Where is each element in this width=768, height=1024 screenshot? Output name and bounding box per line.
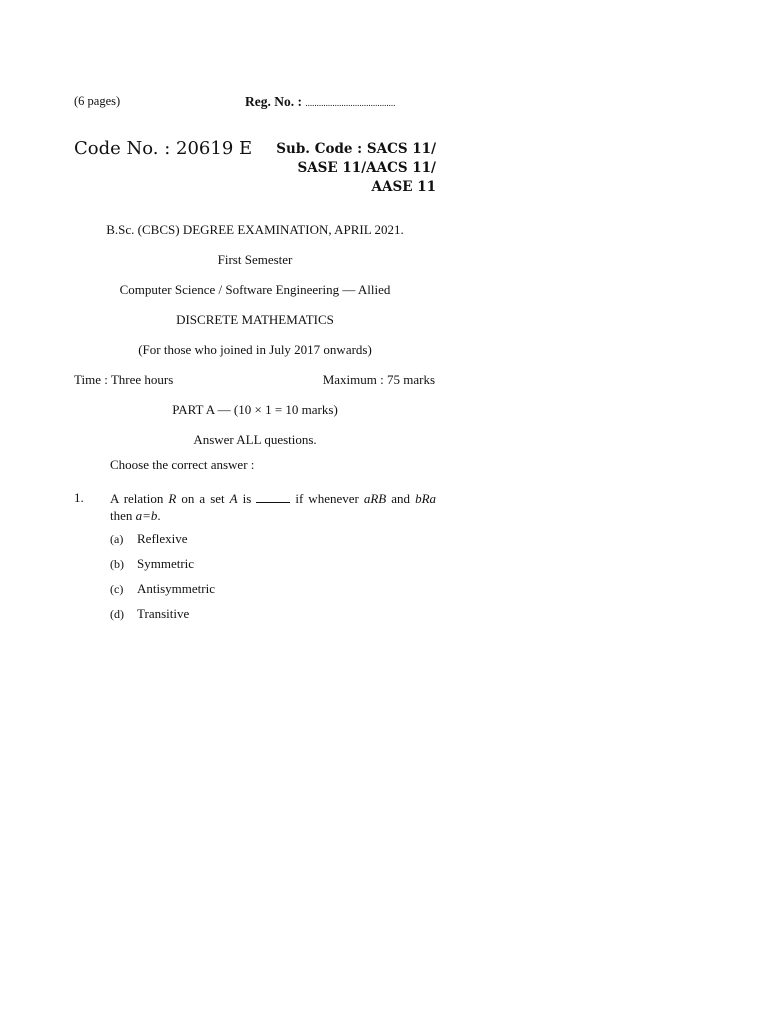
option-label: (c) — [110, 582, 124, 596]
option-d — [110, 606, 189, 622]
sub-code-line: SASE 11/AACS 11/ — [297, 160, 436, 176]
option-text: Transitive — [137, 606, 190, 621]
math-variable: A — [229, 491, 238, 506]
sub-code-line: Sub. Code : SACS 11/ — [276, 141, 436, 157]
maximum-marks: Maximum : 75 marks — [322, 372, 435, 387]
option-label: (b) — [110, 557, 124, 571]
question-text-part: A relation — [110, 491, 169, 506]
question-text-part: then — [110, 508, 136, 523]
choose-instruction: Choose the correct answer : — [110, 457, 255, 472]
department: Computer Science / Software Engineering — Allied — [119, 282, 391, 297]
option-text: Antisymmetric — [137, 581, 215, 596]
joined-note: (For those who joined in July 2017 onwards) — [138, 342, 372, 357]
math-variable: R — [168, 491, 177, 506]
option-label: (d) — [110, 607, 124, 621]
code-number: Code No. : 20619 E — [74, 138, 253, 159]
option-text: Symmetric — [137, 556, 195, 571]
question-text-part: if whenever — [290, 491, 364, 506]
math-expression: a=b — [135, 508, 158, 523]
question-text-part: is — [237, 491, 257, 506]
option-b — [110, 556, 194, 572]
math-expression: aRB — [363, 491, 387, 506]
reg-label: Reg. No. : — [245, 94, 302, 109]
subject-title: DISCRETE MATHEMATICS — [176, 312, 334, 327]
math-expression: bRa — [415, 491, 437, 506]
sub-code-line: AASE 11 — [371, 179, 436, 195]
option-a — [110, 531, 188, 547]
register-number — [245, 94, 395, 110]
option-text: Reflexive — [137, 531, 188, 546]
time-allowed: Time : Three hours — [74, 372, 174, 387]
question-text-part: on a set — [176, 491, 230, 506]
part-a-instruction: Answer ALL questions. — [193, 432, 317, 447]
exam-title: B.Sc. (CBCS) DEGREE EXAMINATION, APRIL 2021. — [106, 222, 404, 237]
question-number: 1. — [74, 490, 84, 505]
option-label: (a) — [110, 532, 124, 546]
option-c — [110, 581, 215, 597]
part-a-heading: PART A — (10 × 1 = 10 marks) — [172, 402, 338, 417]
question-text — [110, 490, 436, 524]
question-text-part: and — [386, 491, 416, 506]
page-count: (6 pages) — [74, 94, 121, 108]
question-text-part: . — [157, 508, 161, 523]
answer-blank — [256, 492, 290, 503]
sub-code — [236, 140, 436, 197]
reg-dots: ........................................ — [305, 98, 396, 108]
semester: First Semester — [217, 252, 293, 267]
